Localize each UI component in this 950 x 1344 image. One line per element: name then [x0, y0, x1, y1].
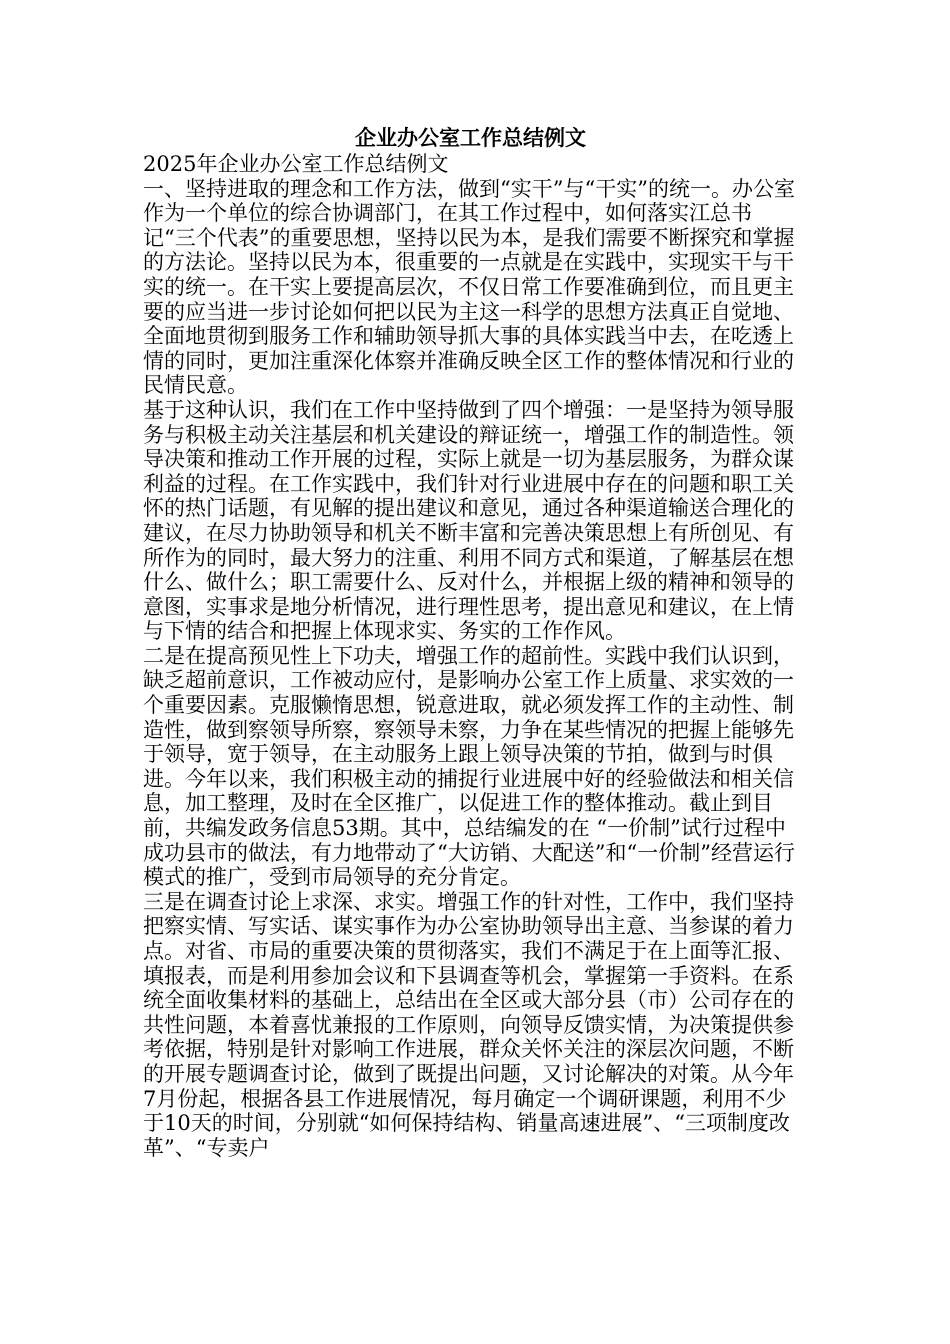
document-title: 企业办公室工作总结例文 — [355, 125, 586, 150]
document-page — [143, 124, 798, 1160]
paragraph-1: 一、坚持进取的理念和工作方法，做到“实干”与“干实”的统一。办公室作为一个单位的综合协调部门，在其工作过程中，如何落实江总书记“三个代表”的重要思想，坚持以民为本，是我们需要不断探究和掌握的方法论。坚持以民为本，很重要的一点就是在实践中，实现实干与干实的统一。在干实上要提高层次，不仅日常工作要准确到位，而且更主要的应当进一步讨论如何把以民为主这一科学的思想方法真正自觉地、全面地贯彻到服务工作和辅助领导抓大事的具体实践当中去，在吃透上情的同时，更加注重深化体察并准确反映全区工作的整体情况和行业的民情民意。 — [143, 176, 795, 398]
paragraph-2: 基于这种认识，我们在工作中坚持做到了四个增强：一是坚持为领导服务与积极主动关注基层和机关建设的辩证统一，增强工作的制造性。领导决策和推动工作开展的过程，实际上就是一切为基层服务，为群众谋利益的过程。在工作实践中，我们针对行业进展中存在的问题和职工关怀的热门话题，有见解的提出建议和意见，通过各种渠道输送合理化的建议，在尽力协助领导和机关不断丰富和完善决策思想上有所创见、有所作为的同时，最大努力的注重、利用不同方式和渠道，了解基层在想什么、做什么；职工需要什么、反对什么，并根据上级的精神和领导的意图，实事求是地分析情况，进行理性思考，提出意见和建议，在上情与下情的结合和把握上体现求实、务实的工作作风。 — [143, 397, 794, 644]
document-subtitle: 2025年企业办公室工作总结例文 — [143, 152, 449, 176]
paragraph-4: 三是在调查讨论上求深、求实。增强工作的针对性，工作中，我们坚持把察实情、写实话、谋实事作为办公室协助领导出主意、当参谋的着力点。对省、市局的重要决策的贯彻落实，我们不满足于在上面等汇报、填报表，而是利用参加会议和下县调查等机会，掌握第一手资料。在系统全面收集材料的基础上，总结出在全区或大部分县（市）公司存在的共性问题，本着喜忧兼报的工作原则，向领导反馈实情，为决策提供参考依据，特别是针对影响工作进展，群众关怀关注的深层次问题，不断的开展专题调查讨论，做到了既提出问题，又讨论解决的对策。从今年7月份起，根据各县工作进展情况，每月确定一个调研课题，利用不少于10天的时间，分别就“如何保持结构、销量高速进展”、“三项制度改革”、“专卖户 — [143, 889, 794, 1160]
paragraph-3: 二是在提高预见性上下功夫，增强工作的超前性。实践中我们认识到，缺乏超前意识，工作被动应付，是影响办公室工作上质量、求实效的一个重要因素。克服懒惰思想，锐意进取，就必须发挥工作的主动性、制造性，做到察领导所察，察领导未察，力争在某些情况的把握上能够先于领导，宽于领导，在主动服务上跟上领导决策的节拍，做到与时俱进。今年以来，我们积极主动的捕捉行业进展中好的经验做法和相关信息，加工整理，及时在全区推广，以促进工作的整体推动。截止到目前，共编发政务信息53期。其中，总结编发的在 “一价制”试行过程中成功县市的做法，有力地带动了“大访销、大配送”和“一价制”经营运行模式的推广，受到市局领导的充分肯定。 — [143, 643, 795, 890]
